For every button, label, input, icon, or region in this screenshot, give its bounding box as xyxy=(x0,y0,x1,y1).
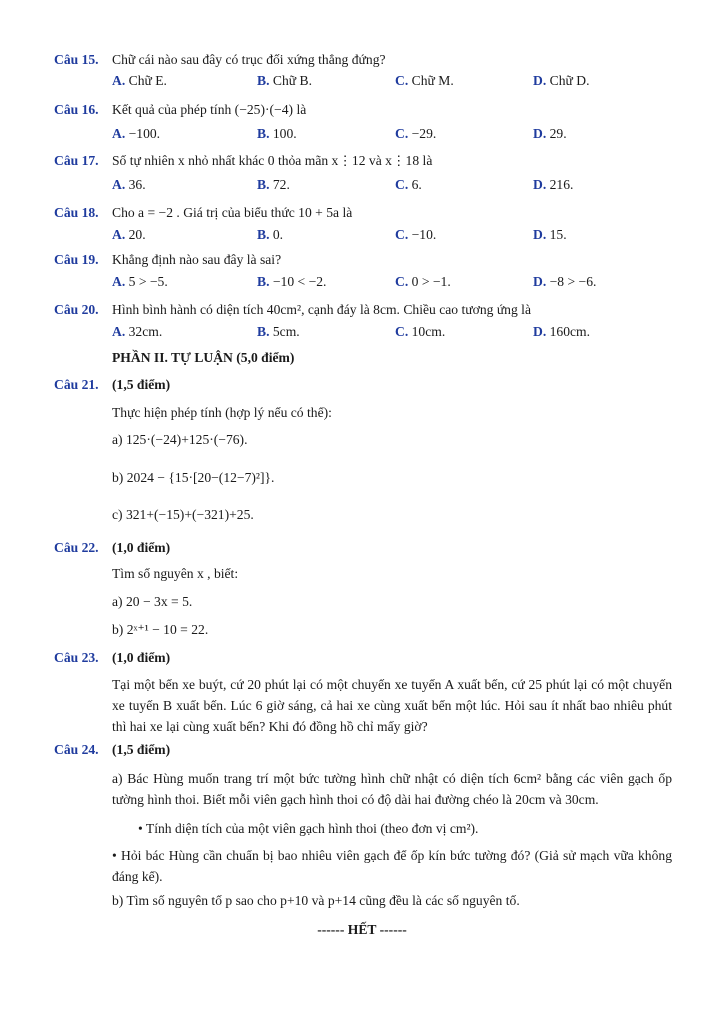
question-intro: Thực hiện phép tính (hợp lý nếu có thể): xyxy=(112,405,332,420)
question-label: Câu 16. xyxy=(54,102,99,117)
question-label: Câu 21. xyxy=(54,377,99,392)
option-a: A. 32cm. xyxy=(112,324,163,339)
option-d: D. Chữ D. xyxy=(533,73,590,88)
question-label: Câu 20. xyxy=(54,302,99,317)
option-d: D. 15. xyxy=(533,227,567,242)
option-c: C. 10cm. xyxy=(395,324,446,339)
bullet-2: • Hỏi bác Hùng cần chuẩn bị bao nhiêu viên gạch để ốp kín bức tường đó? (Giả sử mạch vữa không đáng kể). xyxy=(112,848,672,884)
question-points: (1,5 điểm) xyxy=(112,742,171,757)
option-c: C. 0 > −1. xyxy=(395,274,451,289)
option-c: C. −29. xyxy=(395,126,437,141)
question-label: Câu 19. xyxy=(54,252,99,267)
option-d: D. 216. xyxy=(533,177,574,192)
question-label: Câu 24. xyxy=(54,742,99,757)
sub-question-a: a) Bác Hùng muốn trang trí một bức tường hình chữ nhật có diện tích 6cm² bằng các viên gạch ốp tường hình thoi. Biết mỗi viên gạch hình thoi có độ dài hai đường chéo là 20cm và 30cm. xyxy=(112,771,672,807)
option-a: A. 20. xyxy=(112,227,146,242)
question-label: Câu 18. xyxy=(54,205,99,220)
bullet-1: • Tính diện tích của một viên gạch hình thoi (theo đơn vị cm²). xyxy=(138,821,479,836)
question-text: Số tự nhiên x nhỏ nhất khác 0 thỏa mãn x⋮12 và x⋮18 là xyxy=(112,153,433,168)
option-a: A. 36. xyxy=(112,177,146,192)
question-label: Câu 23. xyxy=(54,650,99,665)
question-text: Khẳng định nào sau đây là sai? xyxy=(112,252,282,267)
option-a: A. 5 > −5. xyxy=(112,274,168,289)
option-a: A. −100. xyxy=(112,126,161,141)
end-marker: ------ HẾT ------ xyxy=(317,922,407,937)
option-c: C. −10. xyxy=(395,227,437,242)
section-heading: PHẦN II. TỰ LUẬN (5,0 điểm) xyxy=(112,350,295,365)
question-text: Hình bình hành có diện tích 40cm², cạnh đáy là 8cm. Chiều cao tương ứng là xyxy=(112,302,531,317)
question-points: (1,5 điểm) xyxy=(112,377,171,392)
option-a: A. Chữ E. xyxy=(112,73,167,88)
question-points: (1,0 điểm) xyxy=(112,650,171,665)
option-b: B. 100. xyxy=(257,126,297,141)
question-label: Câu 17. xyxy=(54,153,99,168)
option-b: B. 5cm. xyxy=(257,324,300,339)
option-d: D. −8 > −6. xyxy=(533,274,597,289)
sub-question-a: a) 20 − 3x = 5. xyxy=(112,594,193,609)
question-label: Câu 22. xyxy=(54,540,99,555)
sub-question-a: a) 125·(−24)+125·(−76). xyxy=(112,432,248,447)
sub-question-b: b) 2ˣ⁺¹ − 10 = 22. xyxy=(112,622,209,637)
option-b: B. −10 < −2. xyxy=(257,274,327,289)
option-b: B. Chữ B. xyxy=(257,73,312,88)
question-intro: Tìm số nguyên x , biết: xyxy=(112,566,239,581)
sub-question-c: c) 321+(−15)+(−321)+25. xyxy=(112,507,254,522)
option-d: D. 29. xyxy=(533,126,567,141)
question-text: Cho a = −2 . Giá trị của biểu thức 10 + 5a là xyxy=(112,205,353,220)
question-text: Chữ cái nào sau đây có trục đối xứng thẳng đứng? xyxy=(112,52,386,67)
option-d: D. 160cm. xyxy=(533,324,591,339)
option-b: B. 0. xyxy=(257,227,284,242)
question-label: Câu 15. xyxy=(54,52,99,67)
question-text: Tại một bến xe buýt, cứ 20 phút lại có một chuyến xe tuyến A xuất bến, cứ 25 phút lại có một chuyến xe tuyến B xuất bến. Lúc 6 giờ sáng, cả hai xe cùng xuất bến một lúc. Hỏi sau ít nhất bao nhiêu phút thì hai xe lại cùng xuất bến? Khi đó đồng hồ chỉ mấy giờ? xyxy=(112,677,672,734)
sub-question-b: b) 2024 − {15·[20−(12−7)²]}. xyxy=(112,470,275,485)
option-c: C. Chữ M. xyxy=(395,73,454,88)
sub-question-b: b) Tìm số nguyên tố p sao cho p+10 và p+14 cũng đều là các số nguyên tố. xyxy=(112,893,520,908)
question-points: (1,0 điểm) xyxy=(112,540,171,555)
question-text: Kết quả của phép tính (−25)·(−4) là xyxy=(112,102,307,117)
option-b: B. 72. xyxy=(257,177,290,192)
option-c: C. 6. xyxy=(395,177,422,192)
